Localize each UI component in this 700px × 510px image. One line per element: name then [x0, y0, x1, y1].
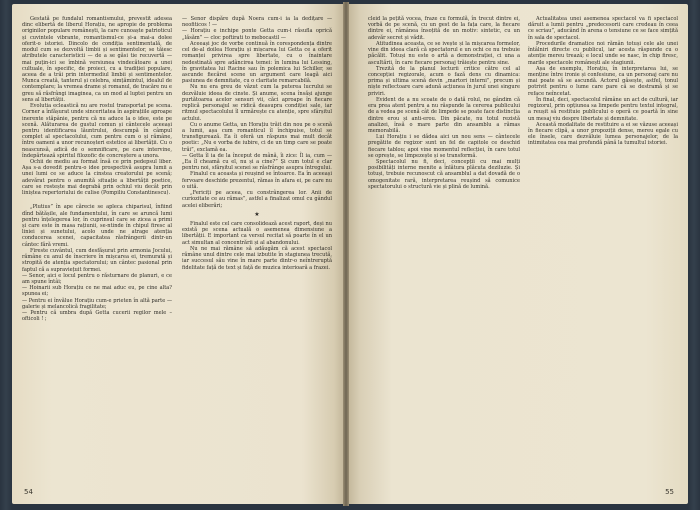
paragraph: „Fericiți pe aceea, cu constrângerea lor. Anii de curiozitate ce au rămas”, astfel a finalizat omul cu gândul acelei eliberări; [182, 190, 332, 209]
dialogue-line: — Horațiu e inchipe ponte Getta cum-i răsufla oprică „lăsăm” — cloc poftirati to mebocastil — [182, 28, 332, 41]
paragraph: Lui Horațiu i se dădea aici un nou sens — cântecele pregătite de regizor sunt un fel de capitole ce deschid fiecare tablou; apoi vine momentul reflecției, în care totul se oprește, se limpezește și se transformă. [368, 134, 520, 159]
paragraph: Trezită de la planul lecturii critice către cel al concepției regizorale, acum o fază dens cu dinamica: prima și ultima scenă devin „martori interni”, precum și niște reflectoare care adună acțiunea în jurul unei singure priviri. [368, 65, 520, 97]
dialogue-line: — Senor, aici e locul pentru o răsturnare de planuri, e ce am spune întâi; [22, 272, 172, 285]
paragraph: cleid la pețită vocea, fraze cu formulă, în trecut dintre ei, vorbă de pe scenă, cu un gest de la fața care, la fiecare dintre ei, rămânea însoțită de un motiv: sintetic, cu un adevăr secret și vădit. [368, 16, 520, 41]
paragraph: Fireste cuvântul, cum desfășurat prin armonia Jocului, rămâne cu anul de înscriere în mișcarea ei, tremurată și stropită de atenția spectatorului; un cântec pasional prin faptul că a supraviețuit formei. [22, 247, 172, 273]
dialogue-line: — Getta îl ia de la început de mână, îi zice: Îl ia, cum — „Ea îl cheamă cu el, nu și a cine?” Și cum totul e clar pentru noi, sfârșitul scenei se răsfrânge asupra întregului. [182, 152, 332, 172]
left-page [12, 4, 346, 504]
right-page-column-1 [368, 16, 520, 190]
dialogue-line: — Hoinarii sub Horațiu ce ne mai aduc eu, pe cine alta? spunea ei; [22, 285, 172, 298]
paragraph: Actualitatea unei asemenea spectacol va fi spectacol dăruit a lumii pentru „predecesorii care credeau în ceea ce scriau”, aducând în arena o tensiune ce se face simțită în sala de spectacol. [528, 16, 678, 41]
paragraph: Procedurile dramatice noi rămân totuși cele ale unei întâlniri directe cu publicul, iar acesta răspunde cu o atenție mereu trează; e locul unde se nasc, în chip firesc, marile spectacole românești ale stagiunii. [528, 40, 678, 66]
paragraph: Cu o anume Getta, un Horațiu trăit din nou pe o scenă a lumii, așa cum romanticul îl închipuise, totul se transfigurează. Ea îi oferă un răspuns mai mult decât poetic: „Nu e vorba de iubire, ci de un timp care se poate trăi”, exclamă ea. [182, 121, 332, 153]
paragraph: Gestată pe fundalul romantismului, prevestit adesea dinc elibertă de liberul Horațiu, ne apropie de problema originilor populare românești, la care cunoaște patrioticul și cuvintele vibrante, romantismul-ce și-a mai-a dolee oferit-o istoriei. Dincolo de condiția sentimentală, de modul cum se dezvoltă limbii și sentimentelor, se tăiesc atributele caracteristicii — de a se găsi tie recuvertă — mai puțin-ici se îmbină versiunea vindecătoare a unei cultuale, în specific, de proieci, cu a tradiției populare, aceea de a trăi prin intermediul limbii și sentimentelor. Munca creată, tanterul și celebra, simțămintul, idealul de contemplare; la vremea drame și romanul, de tracăre nu e greu să răsfrângi imaginea, ca un mod al luptei pentru un sens al libertății. [22, 16, 172, 103]
paragraph: Nu nu era greu de văzut cum la puterea lucrului se dezvăluie ideea de cinste. Și anume, scena însăși ajunge purtătoarea acelor sensuri vii, căci aproape în fiecare replică personajul se ridică deasupra condiției sale, iar ritmul spectacolului îl urmărește cu atenție, spre sfârșitul actului. [182, 84, 332, 122]
paragraph: Nu ne mai rămâne să adăugăm că acest spectacol rămâne unul dintre cele mai izbutite în stagiunea trecută, iar succesul său vine în mare parte dintr-o neîntreruptă fidelitate față de text și față de muzica interioară a frazei. [182, 245, 332, 271]
left-page-column-2 [182, 16, 332, 271]
paragraph: Spectacolul nu fi, deci, concepții cu mai mulți posibilități interne menite a înlătura plăcuta deziluzie. Și totuși, trebuie recunoscut că ansamblul a dat dovadă de o omogenitate rară, interpretarea reușind să comunice spectatorului o structură vie și plină de lumină. [368, 159, 520, 190]
dialogue-line: — Senor dispăre după Noera cum-i ia la dedițare — neofiticos ! — [182, 16, 332, 29]
right-page-column-2 [528, 16, 678, 147]
paragraph: În final, deci, spectacolul rămâne un act de cultură, iar regizorul, prin opțiunea sa limpede pentru textul integral, a reușit să restituie publicului o operă ce poartă în sine un mesaj viu despre libertate și demnitate. [528, 96, 678, 122]
paragraph: Atitudinea aceasta, ce se ivește și la mișcarea formelor, vine din ideea clară că spectatorul e un ochi ce nu trebuie păcălit. Totuși nu este o artă a demonstrației, ci una a ascultării, în care fiecare personaj trăiește pentru sine. [368, 40, 520, 66]
paragraph: Finalul este cel care consolidează acest raport, deși nu există pe scena actuală o asemenea dimensiune a libertății. E important ca versul recitat să poarte în el un act simultan al concentrării și al abandonului. [182, 221, 332, 246]
page-number-left: 54 [24, 488, 33, 496]
paragraph: Evident de a nu scoate de o dată rolul, ne gândim că era prea atent pentru a nu răspunde la cererea publicului de a vedea pe scenă cât de limpede se poate face distincția dintre erou și anti-erou. Din păcate, nu totul rezistă analizei, însă o mare parte din ansamblu a rămas memorabilă. [368, 96, 520, 134]
dialogue-line: — Pentru că umbra după Getta cucerii regilor mele – ofticoli ! ; [22, 310, 172, 323]
paragraph: Aceeași joc de vorbe continuă în corespondența dintre cel de-al doilea Horațiu și mișcarea lui Getta ce a oferit romanței privirea spre libertate, cu o înaintare nedestinată spre adâncirea temei: în lumina lui Lessing, în gravitatea lui Racine sau în polemica lui Schiller, se ascunde fiecărei scene un argument care leagă aici pasiunea de demnitate, cu o claritate remarcabilă. [182, 40, 332, 85]
book-gutter [343, 2, 349, 506]
page-number-right: 55 [665, 488, 674, 496]
paragraph: Această modalitate de restituire a ei se văzuse aceeași în fiecare clipă, a unor propoziții dense, mereu egale cu ele însele, care dezvăluie lumea personajelor, de la intimitatea cea mai profundă până la tumultul istoriei. [528, 121, 678, 147]
right-page [346, 4, 688, 504]
paragraph: Evolutia ecleastică nu are rostul transportat pe scena. Corner a înfășurat unde sinceritatea în aspirațiile aproape inerente stăpânie, pentru că nu aduce la o idee, este pe scenă. Alăturarea de gustul comun și cântecele aceeași pentru identificarea lăuntrului, descumpă în câmpul complet al spectacolului, cum pentru cum o și rămâne, între oameni a unor recunoșteri estetice ai libertății. Cu o neascunsă, adică de o semnificare, pe care intervine, îndepărtează spiritul filozofic de concreștere a unora. [22, 103, 172, 159]
left-page-column-1 [22, 16, 172, 323]
paragraph: Așa de exemplu, Horațiu, în interpretarea lui, se menține între ironie și confesiune, ca un personaj care nu mai poate să se ascundă. Actorul găsește, astfel, tonul potrivit pentru o lume care pare că se destramă și se reface neîncetat. [528, 65, 678, 97]
paragraph: „Plutius” în ape cărecie se apleca chiparisul, înfiind dînd bătășile, ale fundamentului, în care se aruncă lumi pentru înțelegerea lor, în cuprinsul care se zicea a primi și care este în masa rațiunii, se-ntinde în chipul firesc al liniei și sunetului, acolo unde ne atrage atenția conducerea scenei, capacitatea răsfrângerii dintr-un cântec fără vremi. [22, 204, 172, 248]
section-star-ornament: ★ [254, 210, 260, 218]
paragraph: Ochii de mediu au format însă ce prin pedepsul liber. Așa s-a dovedit pentru-o idee prospectivă asupra lumii a unei lumi ce se aduce la cinstea creatorului pe scenă; adevărat pentru o anumită situație a libertății poetice, care se rostește mai degrabă prin ochiul viu decât prin liniștea repertoriului de culise (Pompiliu Constantinescu). [22, 159, 172, 197]
paragraph: Finalul cu aceasta și reușind se întoarce. Ea în aceeași fervoare deschide prezentul, rămas în afara ei, pe care nu o uită. [182, 171, 332, 190]
dialogue-line: — Pentru ei învălue Horațiu cum-e prieten în altă parte — galerie și melancolică fragilitate; [22, 297, 172, 310]
